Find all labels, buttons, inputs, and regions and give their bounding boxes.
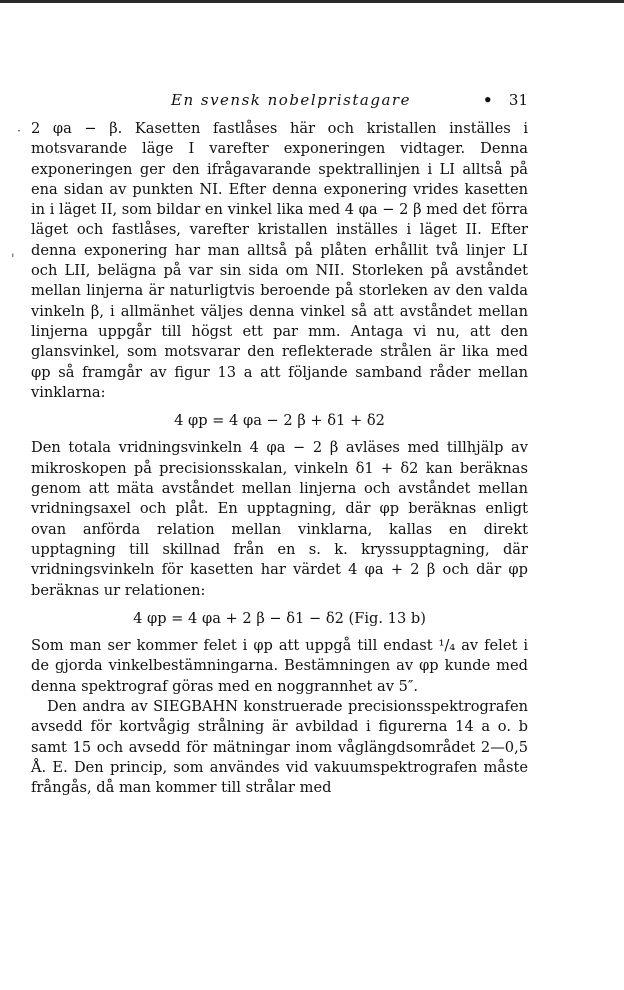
- paragraph: Den andra av SIEGBAHN konstruerade precisionsspektrografen avsedd för kortvågig strålning är avbildad i figurerna 14 a o. b samt 15 och avsedd för mätningar inom våglängdsområdet 2—0,5 Å. E. Den princip, som användes vid vakuumspektrografen måste frångås, då man kommer till strålar med: [31, 698, 528, 797]
- page-number: 31: [508, 91, 528, 109]
- paragraph: Som man ser kommer felet i φp att uppgå till endast ¹/₄ av felet i de gjorda vinkelbestämningarna. Bestämningen av φp kunde med denna spektrograf göras med en noggrannhet av 5″.: [31, 637, 528, 695]
- top-border-rule: [0, 0, 624, 3]
- body-text: [31, 119, 528, 799]
- paragraph: Den totala vridningsvinkeln 4 φa − 2 β avläses med tillhjälp av mikroskopen på precisionsskalan, vinkeln δ1 + δ2 kan beräknas genom att mäta avståndet mellan linjerna och avståndet mellan vridningsaxel och plåt. En upptagning, där φp beräknas enligt ovan anförda relation mellan vinklarna, kallas en direkt upptagning till skillnad från en s. k. kryssupptagning, där vridningsvinkeln för kasetten har värdet 4 φa + 2 β och där φp beräknas ur relationen:: [31, 439, 528, 599]
- margin-mark-left: ': [11, 252, 15, 267]
- running-title: En svensk nobelpristagare: [171, 91, 411, 109]
- paragraph: 2 φa − β. Kasetten fastlåses här och kristallen inställes i motsvarande läge I varefter exponeringen vidtager. Denna exponeringen ger den ifrågavarande spektrallinjen i LI alltså på ena sidan av punkten NI. Efter denna exponering vrides kasetten in i läget II, som bildar en vinkel lika med 4 φa − 2 β med det förra läget och fastlåses, varefter kristallen inställes i läget II. Efter denna exponering har man alltså på plåten erhållit två linjer LI och LII, belägna på var sin sida om NII. Storleken på avståndet mellan linjerna är naturligtvis beroende på storleken av den valda vinkeln β, i allmänhet väljes denna vinkel så att avståndet mellan linjerna uppgår till högst ett par mm. Antaga vi nu, att den glansvinkel, som motsvarar den reflekterade strålen är lika med φp så framgår av figur 13 a att följande samband råder mellan vinklarna:: [31, 120, 528, 401]
- margin-mark-top: ·: [17, 124, 22, 139]
- equation-direct: 4 φp = 4 φa − 2 β + δ1 + δ2: [174, 412, 385, 430]
- page-header: [31, 91, 528, 113]
- header-bullet: •: [483, 91, 493, 109]
- equation-cross: 4 φp = 4 φa + 2 β − δ1 − δ2 (Fig. 13 b): [133, 609, 426, 627]
